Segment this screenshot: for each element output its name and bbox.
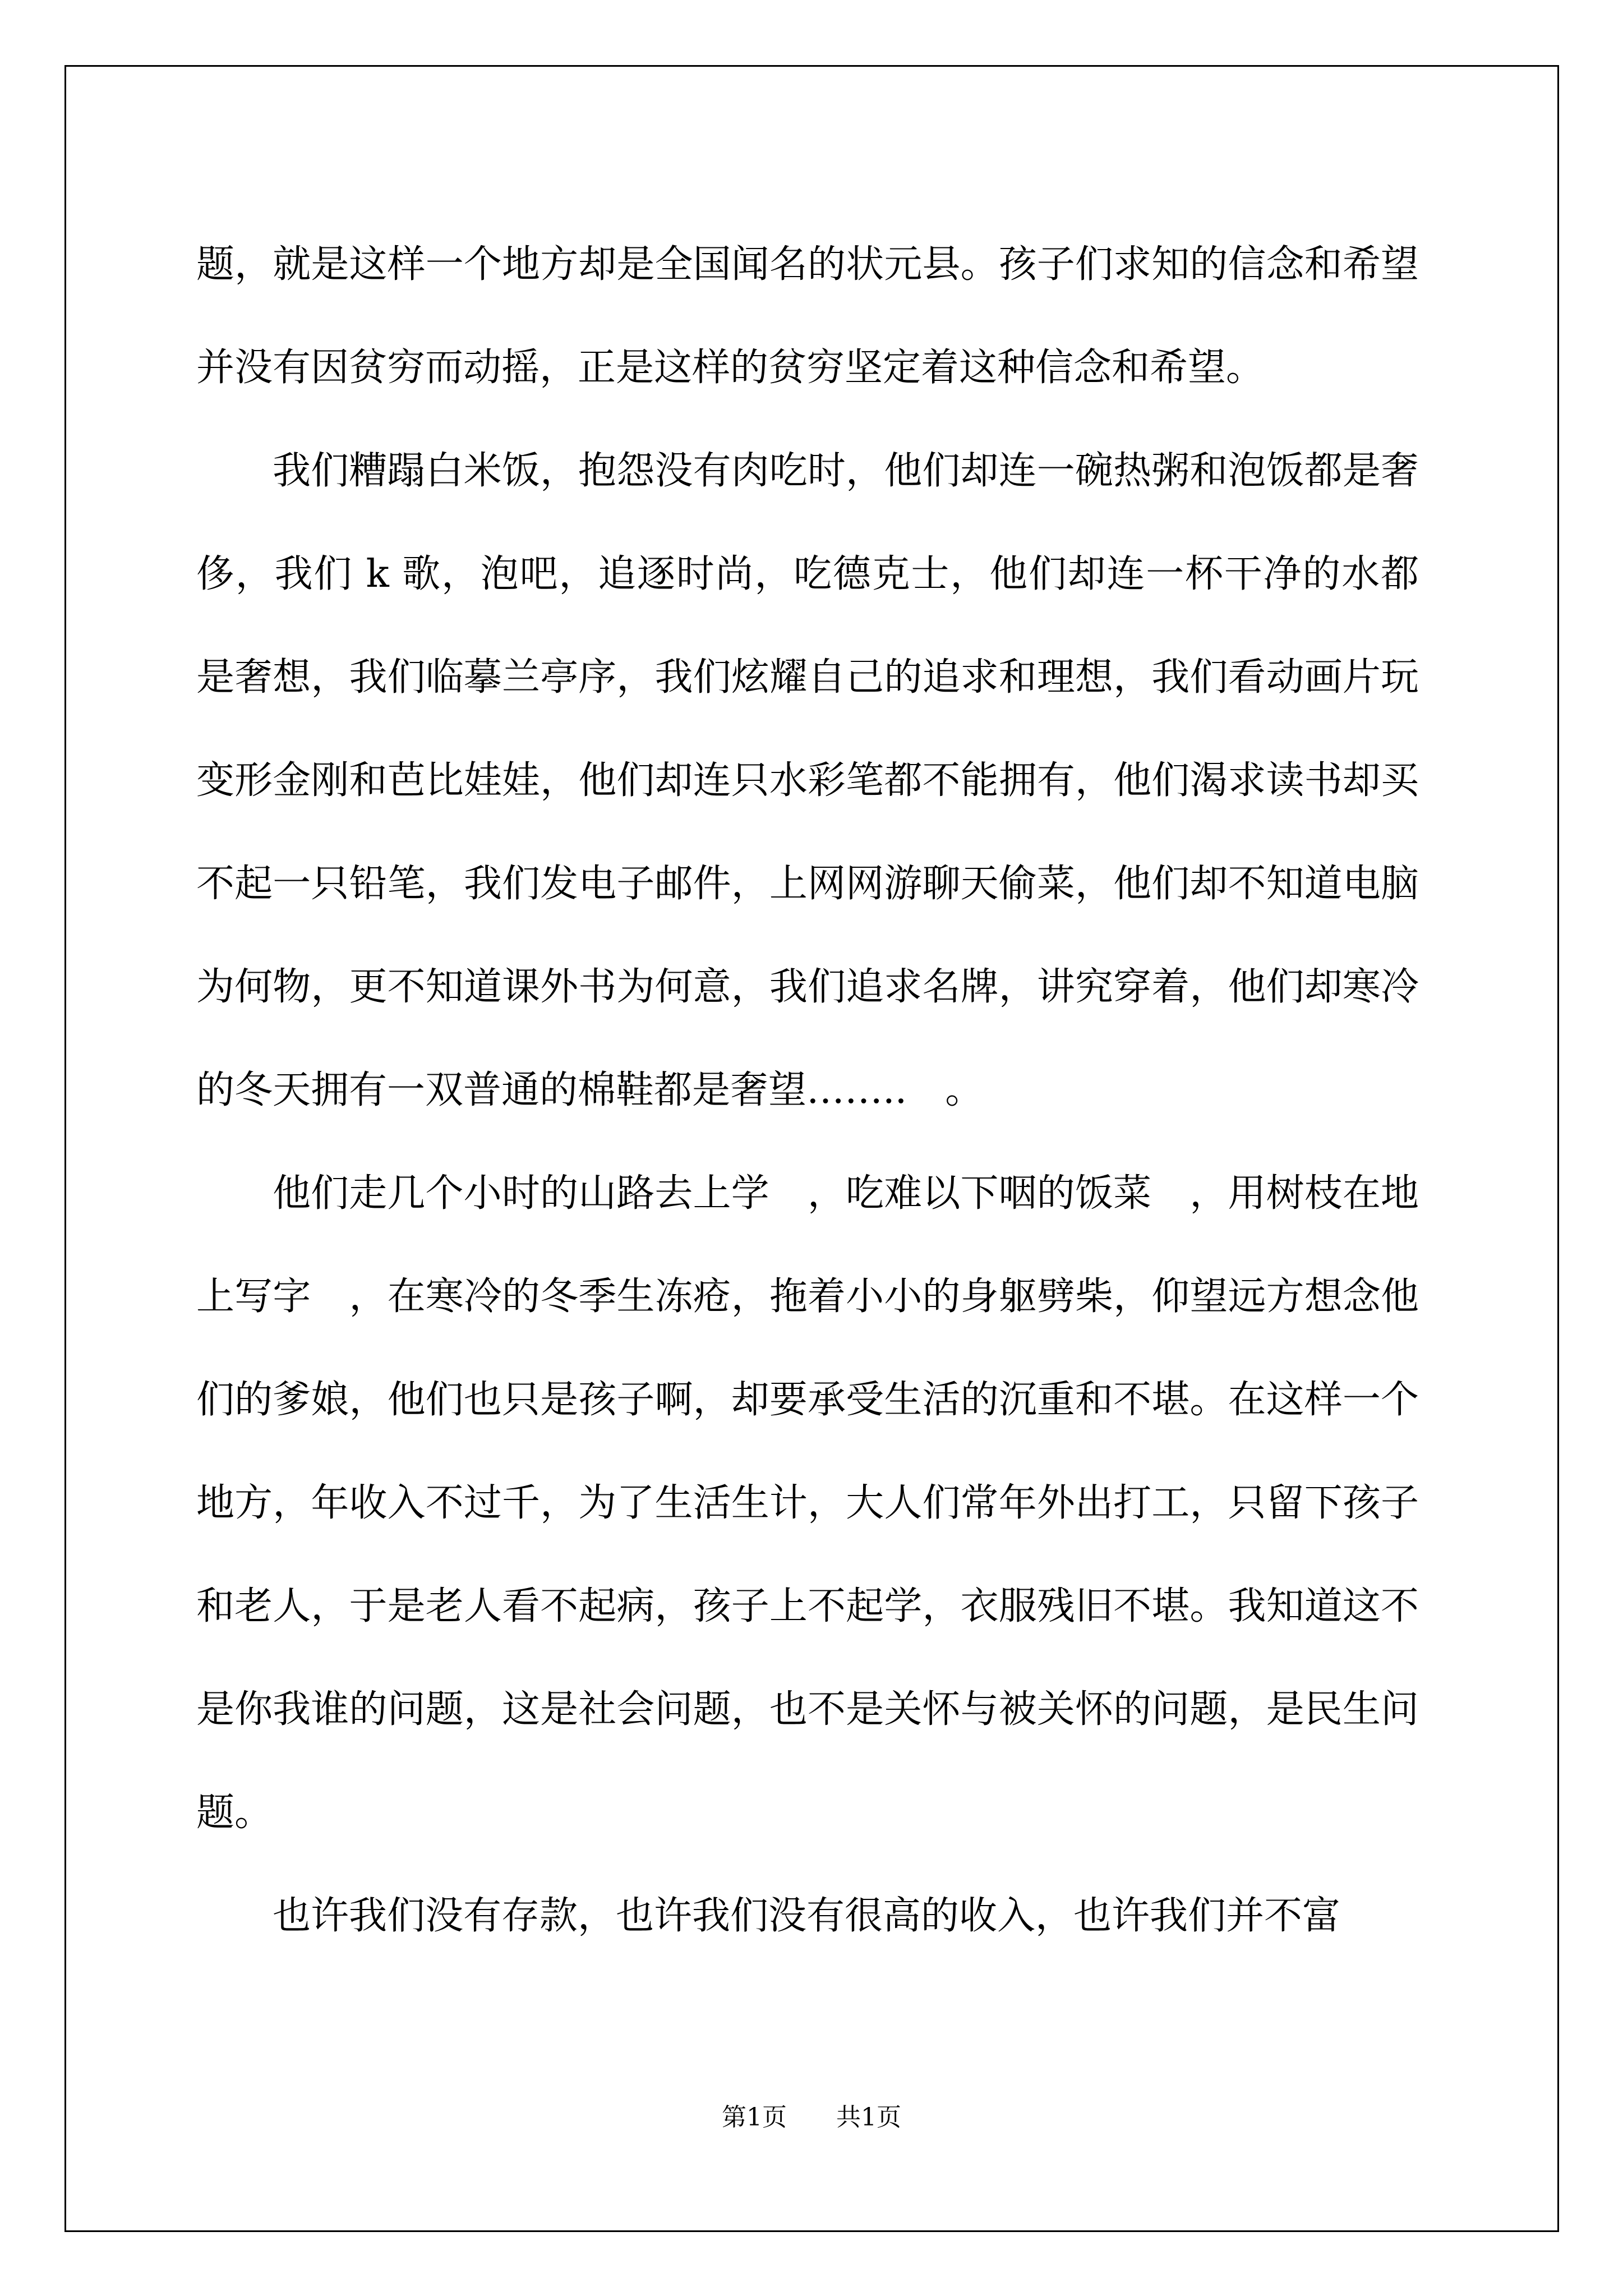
page-footer [0,2097,1623,2133]
paragraph-3: 他们走几个小时的山路去上学 ，吃难以下咽的饭菜 ，用树枝在地上写字 ，在寒冷的冬季生冻疮，拖着小小的身躯劈柴，仰望远方想念他们的爹娘，他们也只是孩子啊，却要承受生活的沉重和不堪。在这样一个地方，年收入不过千，为了生活生计，大人们常年外出打工，只留下孩子和老人，于是老人看不起病，孩子上不起学，衣服残旧不堪。我知道这不是你我谁的问题，这是社会问题，也不是关怀与被关怀的问题，是民生问题。 [196,1171,1419,1835]
paragraph-2: 我们糟蹋白米饭，抱怨没有肉吃时，他们却连一碗热粥和泡饭都是奢侈，我们 k 歌，泡吧，追逐时尚，吃德克士，他们却连一杯干净的水都是奢想，我们临摹兰亭序，我们炫耀自己的追求和理想，我们看动画片玩变形金刚和芭比娃娃，他们却连只水彩笔都不能拥有，他们渴求读书却买不起一只铅笔，我们发电子邮件，上网网游聊天偷菜，他们却不知道电脑为何物，更不知道课外书为何意，我们追求名牌，讲究穿着，他们却寒冷的冬天拥有一双普通的棉鞋都是奢望…….. 。 [196,449,1419,1112]
page-number: 第1页 [722,2103,787,2132]
page-total: 共1页 [836,2103,901,2132]
paragraph-4: 也许我们没有存款，也许我们没有很高的收入，也许我们并不富 [273,1894,1341,1938]
document-body [196,213,1419,1968]
paragraph-1: 题，就是这样一个地方却是全国闻名的状元县。孩子们求知的信念和希望并没有因贫穷而动摇，正是这样的贫穷坚定着这种信念和希望。 [196,242,1419,390]
